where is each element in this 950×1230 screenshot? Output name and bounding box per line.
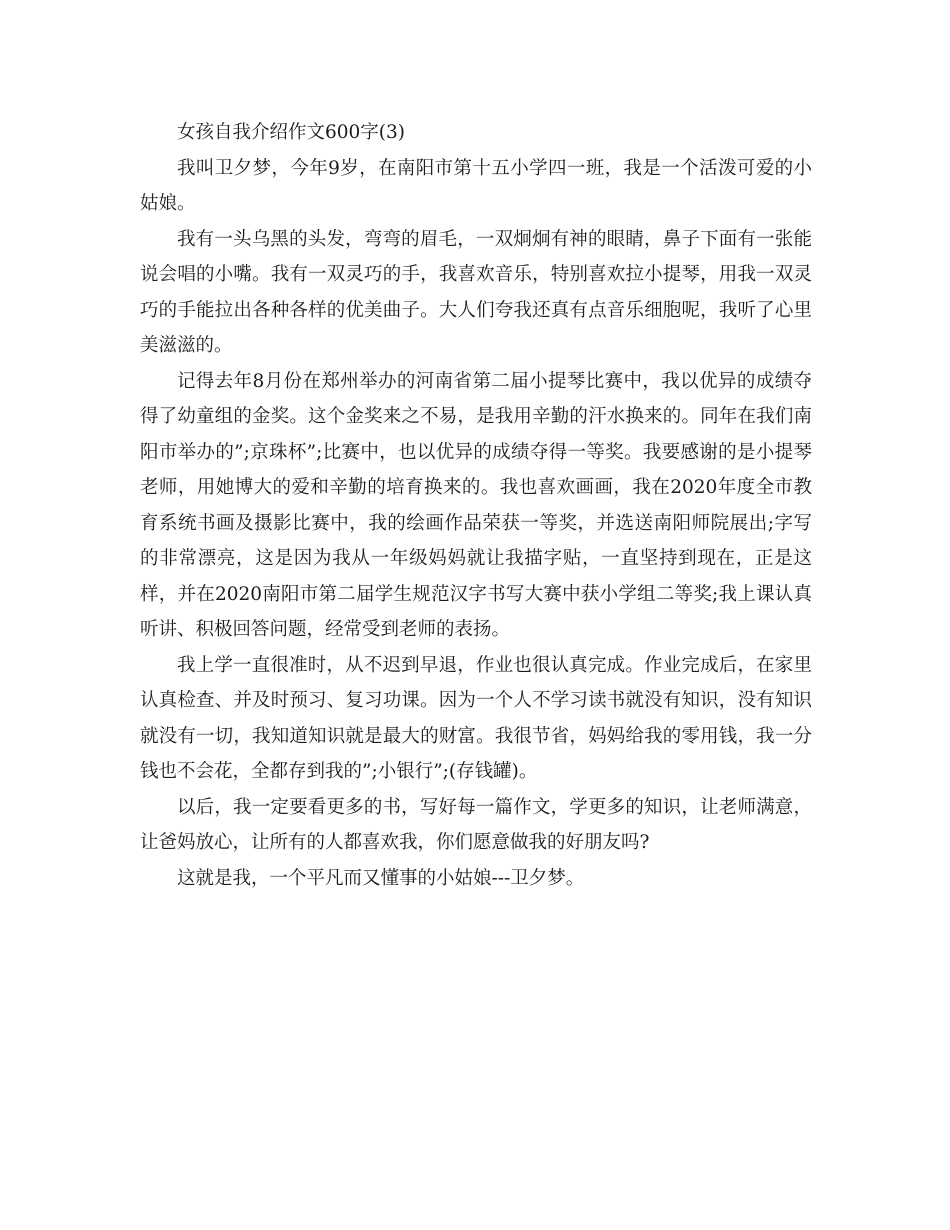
document-body — [140, 115, 812, 896]
document-title: 女孩自我介绍作文600字(3) — [177, 122, 406, 143]
paragraph-future: 以后，我一定要看更多的书，写好每一篇作文，学更多的知识，让老师满意，让爸妈放心，让所有的人都喜欢我，你们愿意做我的好朋友吗? — [140, 796, 812, 853]
paragraph-intro: 我叫卫夕梦，今年9岁，在南阳市第十五小学四一班，我是一个活泼可爱的小姑娘。 — [140, 157, 812, 214]
paragraph-appearance: 我有一头乌黑的头发，弯弯的眉毛，一双炯炯有神的眼睛，鼻子下面有一张能说会唱的小嘴。我有一双灵巧的手，我喜欢音乐，特别喜欢拉小提琴，用我一双灵巧的手能拉出各种各样的优美曲子。大人们夸我还真有点音乐细胞呢，我听了心里美滋滋的。 — [140, 228, 812, 356]
paragraph-achievements: 记得去年8月份在郑州举办的河南省第二届小提琴比赛中，我以优异的成绩夺得了幼童组的金奖。这个金奖来之不易，是我用辛勤的汗水换来的。同年在我们南阳市举办的”;京珠杯”;比赛中，也以优异的成绩夺得一等奖。我要感谢的是小提琴老师，用她博大的爱和辛勤的培育换来的。我也喜欢画画，我在2020年度全市教育系统书画及摄影比赛中，我的绘画作品荣获一等奖，并选送南阳师院展出;字写的非常漂亮，这是因为我从一年级妈妈就让我描字贴，一直坚持到现在，正是这样，并在2020南阳市第二届学生规范汉字书写大赛中获小学组二等奖;我上课认真听讲、积极回答问题，经常受到老师的表扬。 — [140, 370, 812, 640]
paragraph-closing: 这就是我，一个平凡而又懂事的小姑娘---卫夕梦。 — [177, 867, 585, 889]
paragraph-study-habits: 我上学一直很准时，从不迟到早退，作业也很认真完成。作业完成后，在家里认真检查、并及时预习、复习功课。因为一个人不学习读书就没有知识，没有知识就没有一切，我知道知识就是最大的财富。我很节省，妈妈给我的零用钱，我一分钱也不会花，全都存到我的”;小银行”;(存钱罐)。 — [140, 654, 812, 782]
